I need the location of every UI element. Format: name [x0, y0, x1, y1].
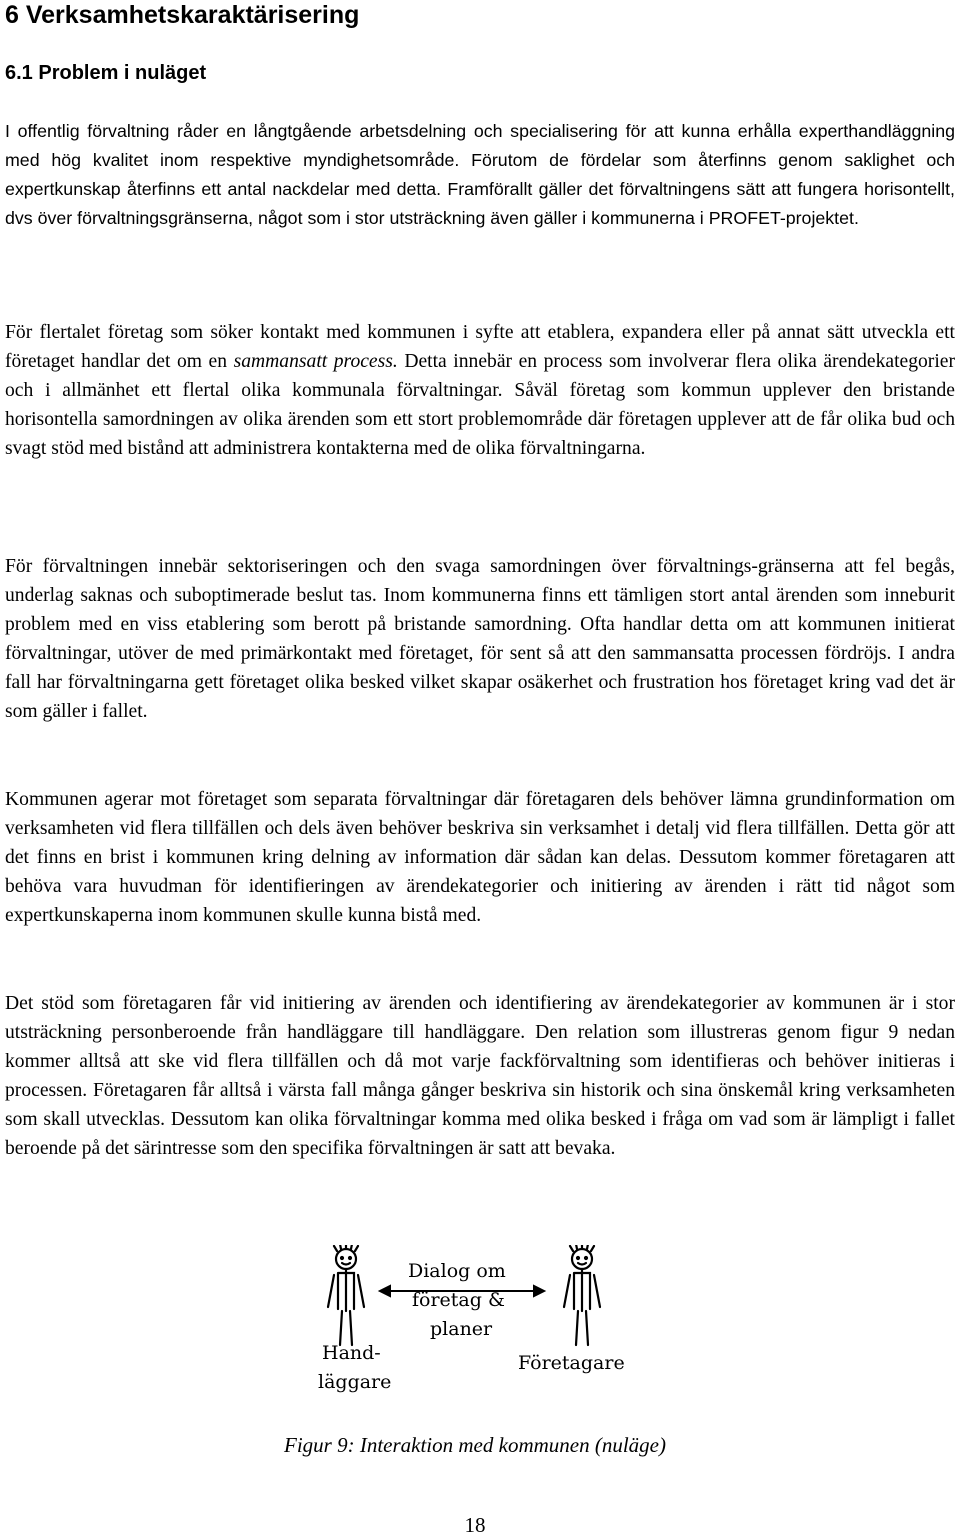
entrepreneur-figure — [564, 1245, 600, 1345]
page-number: 18 — [464, 1513, 486, 1537]
paragraph-2-part-a: För flertalet företag som söker kontakt med kommunen i syfte att etablera, expandera eller på annat sätt utveckla ett företaget handlar det om en — [5, 322, 955, 372]
dialog-label-line-1: Dialog om — [408, 1260, 506, 1282]
entrepreneur-label: Företagare — [518, 1352, 625, 1374]
paragraph-5: Det stöd som företagaren får vid initiering av ärenden och identifiering av ärendekategorier av kommunen är i stor utsträckning personberoende från handläggare till handläggare. Den relation som illustreras genom figur 9 nedan kommer alltså att ske vid flera tillfällen och då mot varje fackförvaltning som identifieras och behöver initieras i processen. Företagaren får alltså i värsta fall många gånger beskriva sin historik och sina önskemål kring verksamheten som skall utvecklas. Dessutom kan olika förvaltningar komma med olika besked i fråga om vad som är lämpligt i fallet beroende på det särintresse som den specifika förvaltningen är satt att bevaka. — [5, 993, 955, 1159]
section-heading: 6 Verksamhetskaraktärisering — [5, 1, 360, 29]
paragraph-3: För förvaltningen innebär sektoriseringen och den svaga samordningen över förvaltnings-gränserna att fel begås, underlag saknas och suboptimerade beslut tas. Inom kommunerna finns ett tämligen stort antal ärenden som inneburit problem med en viss etablering som berott på bristande samordning. Ofta handlar detta om att kommunen initierat förvaltningar, utöver de med primärkontakt med företaget, för sent så att den sammansatta processen fördröjs. I andra fall har förvaltningarna gett företaget olika besked vilket skapar osäkerhet och frustration hos företaget kring vad det är som gäller i fallet. — [5, 556, 955, 722]
case-officer-label-line-1: Hand- — [322, 1342, 381, 1364]
case-officer-label-line-2: läggare — [318, 1371, 392, 1393]
paragraph-2 — [5, 318, 955, 463]
dialog-label-line-2: företag & — [412, 1289, 505, 1311]
paragraph-1: I offentlig förvaltning råder en långtgående arbetsdelning och specialisering för att kunna erhålla experthandläggning med hög kvalitet inom respektive myndighetsområde. Förutom de fördelar som återfinns genom saklighet och expertkunskap återfinns ett antal nackdelar med detta. Framförallt gäller det förvaltningens sätt att fungera horisontellt, dvs över förvaltningsgränserna, något som i stor utsträckning även gäller i kommunerna i PROFET-projektet. — [5, 121, 955, 228]
paragraph-2-emphasis: sammansatt process. — [233, 351, 398, 372]
interaction-figure — [300, 1245, 660, 1405]
paragraph-4: Kommunen agerar mot företaget som separata förvaltningar där företagaren dels behöver lämna grundinformation om verksamheten vid flera tillfällen och dels även behöver beskriva sin verksamhet i detalj vid flera tillfällen. Detta gör att det finns en brist i kommunen kring delning av information där sådan kan delas. Dessutom kommer företagaren att behöva vara huvudman för identifieringen av ärendekategorier och initiering av ärenden i rätt tid något som expertkunskaperna inom kommunen skulle kunna bistå med. — [5, 789, 955, 926]
figure-caption: Figur 9: Interaktion med kommunen (nuläge) — [284, 1433, 666, 1457]
paragraph-2-part-b: Detta innebär en process som involverar flera olika ärendekategorier och i allmänhet ett flertal olika kommunala förvaltningar. Såväl företag som kommun upplever den bristande horisontella samordningen av olika ärenden som ett stort problemområde där företagen upplever att de får olika bud och svagt stöd med bistånd att administrera kontakterna med de olika förvaltningarna. — [5, 351, 955, 459]
subsection-heading: 6.1 Problem i nuläget — [5, 62, 207, 84]
dialog-label-line-3: planer — [430, 1318, 493, 1340]
case-officer-figure — [328, 1245, 364, 1345]
